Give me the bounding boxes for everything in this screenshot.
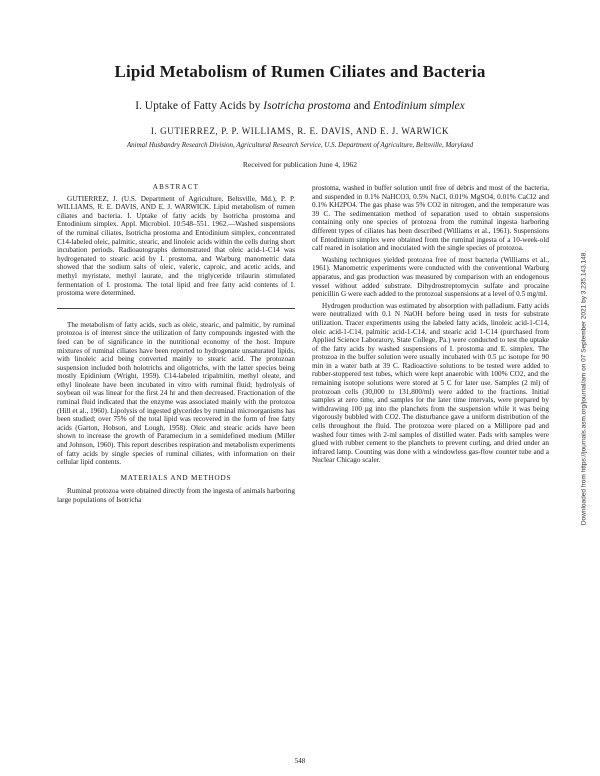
subtitle-and: and xyxy=(353,100,371,112)
left-column xyxy=(57,183,295,505)
article-title: Lipid Metabolism of Rumen Ciliates and Bacteria xyxy=(114,62,486,81)
right-column xyxy=(312,184,549,465)
article-subtitle xyxy=(0,100,600,112)
page-number: 548 xyxy=(294,757,306,765)
abstract-heading: ABSTRACT xyxy=(152,183,200,191)
abstract xyxy=(57,183,295,298)
methods-heading: MATERIALS AND METHODS xyxy=(120,473,232,482)
methods-continued-paragraph: prostoma, washed in buffer solution until free of debris and most of the bacteria, and suspended in 0.1% NaHCO3, 0.5% NaCl, 0.01% MgSO4, 0.01% CaCl2 and 0.1% KH2PO4. The gas phase was 5% CO2 in nitrogen, and the temperature was 39 C. The sedimentation method of separation used to obtain suspensions containing only one species of protozoa from the ruminal ingesta harboring different types of ciliates has been described (Williams et al., 1961). Suspensions of Entodinium simplex were obtained from the ruminal ingesta of a 10-week-old calf reared in isolation and inoculated with the single species of protozoa. xyxy=(312,184,549,253)
affiliation: Animal Husbandry Research Division, Agricultural Research Service, U.S. Department of Agriculture, Beltsville, Maryland xyxy=(126,141,474,149)
washing-paragraph: Washing techniques yielded protozoa free of most bacteria (Williams et al., 1961). Manometric experiments were conducted with the conventional Warburg apparatus, and gas production was measured by comparison with an endogenous vessel without added substrate. Dihydrostreptomycin sulfate and procaine penicillin G were each added to the protozoal suspensions at a level of 0.5 mg/ml. xyxy=(312,255,549,299)
subtitle-species-1: Isotricha prostoma xyxy=(263,100,351,112)
abstract-divider xyxy=(57,308,295,309)
hydrogen-paragraph: Hydrogen production was estimated by absorption with palladium. Fatty acids were neutralized with 0.1 N NaOH before being used in tests for substrate utilization. Tracer experiments using the labeled fatty acids, linoleic acid-1-C14, oleic acid-1-C14, palmitic acid-1-C14, and stearic acid 1-C14 (purchased from Applied Science Laboratory, State College, Pa.) were conducted to test the uptake of the fatty acids by washed suspensions of I. prostoma and E. simplex. The protozoa in the buffer solution were usually incubated with 0.5 µc isotope for 90 min in a water bath at 39 C. Radioactive solutions to be tested were added to rubber-stoppered test tubes, which were kept anaerobic with 100% CO2, and the remaining isotope solutions were stored at 5 C for later use. Samples (2 ml) of protozoan cells (30,000 to 131,800/ml) were added to the fractions. Initial samples at zero time, and samples for the later time intervals, were prepared by withdrawing 100 µg into the planchets from the suspension while it was being vigorously bubbled with CO2. The disturbance gave a uniform distribution of the cells throughout the fluid. The protozoa were placed on a Millipore pad and washed four times with 2-ml samples of distilled water. Pads with samples were glued with rubber cement to the planchets to prevent curling, and dried under an infrared lamp. Counting was done with a windowless gas-flow counter tube and a Nuclear Chicago scaler. xyxy=(312,301,549,465)
authors: I. GUTIERREZ, P. P. WILLIAMS, R. E. DAVIS, AND E. J. WARWICK xyxy=(150,126,450,136)
methods-paragraph: Ruminal protozoa were obtained directly from the ingesta of animals harboring large populations of Isotricha xyxy=(57,487,295,504)
download-notice-text: Downloaded from https://journals.asm.org/journal/am on 07 September 2021 by 3.235.143.148. xyxy=(580,250,588,526)
subtitle-species-2: Entodinium simplex xyxy=(373,100,465,112)
abstract-text: GUTIERREZ, J. (U.S. Department of Agriculture, Beltsville, Md.), P. P. WILLIAMS, R. E. DAVIS, AND E. J. WARWICK. Lipid metabolism of rumen ciliates and bacteria. I. Uptake of fatty acids by Isotricha prostoma and Entodinium simplex. Appl. Microbiol. 10:548–551. 1962.—Washed suspensions of the ruminal ciliates, Isotricha prostoma and Entodinium simplex, concentrated C14-labeled oleic, palmitic, stearic, and linoleic acids within the cells during short incubation periods. Radioautographs demonstrated that oleic acid-1-C14 was hydrogenated to stearic acid by I. prostoma, and Warburg manometric data showed that the sodium salts of oleic, valeric, caproic, and acetic acids, and methyl myristate, methyl laurate, and the triglyceride trilaurin stimulated fermentation of I. prostoma. The total lipid and free fatty acid contents of I. prostoma were determined. xyxy=(57,194,295,298)
received-date: Received for publication June 4, 1962 xyxy=(242,160,358,169)
subtitle-prefix: I. Uptake of Fatty Acids by xyxy=(135,100,261,112)
intro-paragraph: The metabolism of fatty acids, such as oleic, stearic, and palmitic, by ruminal protozoa is of interest since the utilization of fatty compounds ingested with the feed can be of significance in the nutritional economy of the host. Impure mixtures of ruminal ciliates have been reported to hydrogenate unsaturated lipids, with linoleic acid being converted mainly to stearic acid. The protozoan suspension included both holotrichs and oligotrichs, with the latter species being mostly Epidinium (Wright, 1959). C14-labeled tripalmitin, methyl oleate, and ethyl linoleate have been incubated in vitro with ruminal fluid; hydrolysis of soybean oil was linear for the first 24 hr and then decreased. Fractionation of the ruminal fluid indicated that the enzyme was associated mainly with the protozoa (Hill et al., 1960). Lipolysis of ingested glycerides by ruminal microorganisms has been studied; over 75% of the total lipid was recovered in the form of free fatty acids (Garton, Hobson, and Lough, 1958). Oleic and stearic acids have been shown to increase the growth of Paramecium in a semidefined medium (Miller and Johnson, 1960). This report describes respiration and metabolism experiments of fatty acids by single species of ruminal ciliates, with information on their cellular lipid contents. xyxy=(57,320,295,467)
